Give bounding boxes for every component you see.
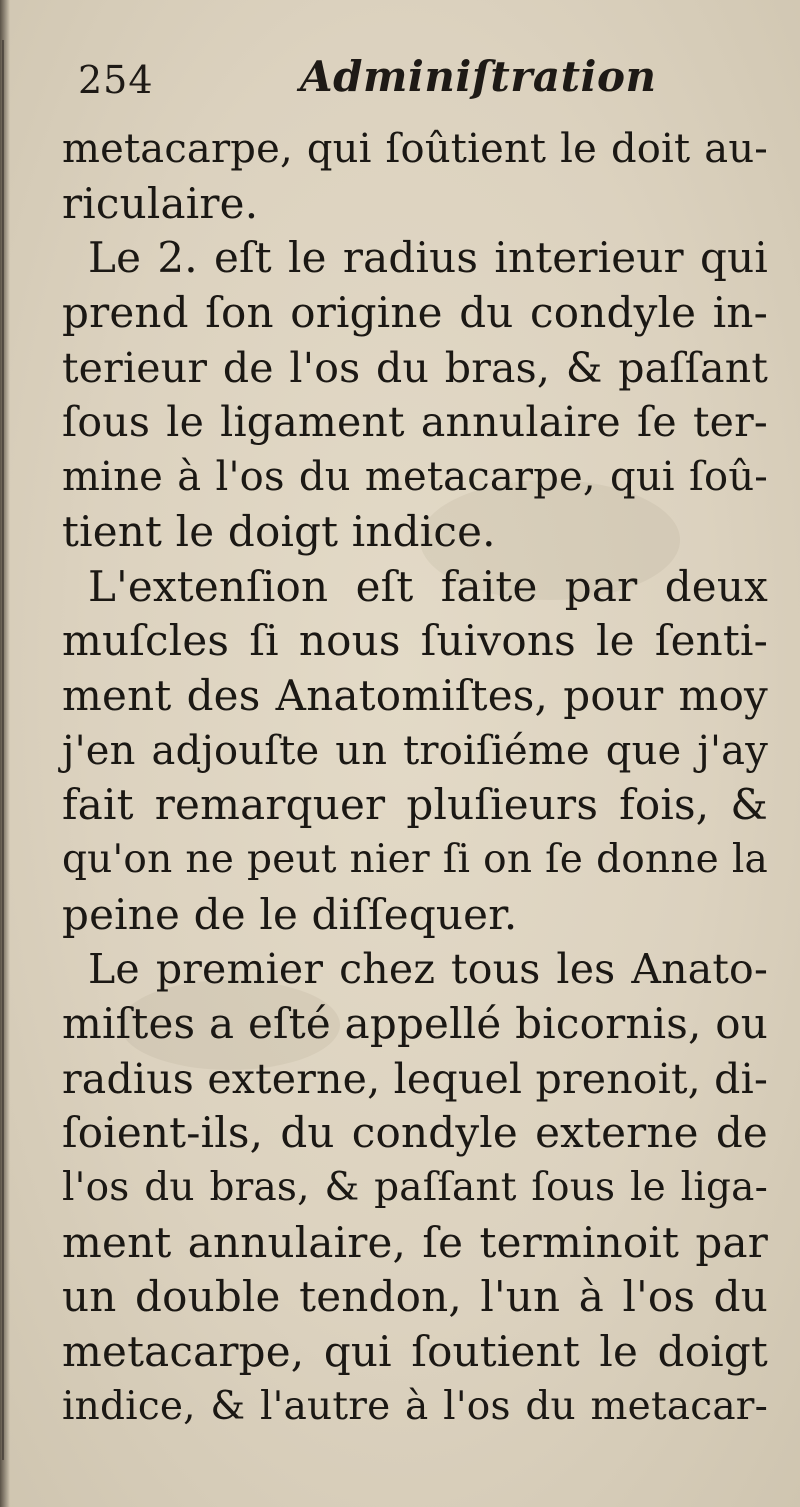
page-header <box>78 52 738 122</box>
text-line: radius externe, lequel prenoit, di- <box>62 1054 768 1103</box>
text-line: fait remarquer pluſieurs fois, & <box>62 780 768 830</box>
text-line: ſous le ligament annulaire ſe ter- <box>62 398 768 447</box>
text-line: ment annulaire, ſe terminoit par <box>62 1217 768 1267</box>
text-line: indice, & l'autre à l'os du metacar- <box>62 1383 768 1429</box>
text-line: L'extenſion eſt faite par deux <box>88 561 768 611</box>
text-line: riculaire. <box>62 178 259 228</box>
body-text <box>62 122 768 1435</box>
text-line: j'en adjouſte un troiſiéme que j'ay <box>62 727 768 774</box>
text-line: mine à l'os du metacarpe, qui ſoû- <box>62 454 768 501</box>
text-line: Le 2. eſt le radius interieur qui <box>88 233 768 283</box>
text-line: peine de le diſſequer. <box>62 889 518 939</box>
running-title: Adminiſtration <box>300 52 657 101</box>
text-line: qu'on ne peut nier ſi on ſe donne la <box>62 836 768 882</box>
text-line: un double tendon, l'un à l'os du <box>62 1272 768 1322</box>
text-line: ment des Anatomiſtes, pour moy <box>62 670 768 720</box>
text-line: Le premier chez tous les Anato- <box>88 945 768 994</box>
page-number: 254 <box>78 58 154 102</box>
text-line: metacarpe, qui ſoûtient le doit au- <box>62 126 768 172</box>
text-line: terieur de l'os du bras, & paſſant <box>62 343 768 392</box>
text-line: tient le doigt indice. <box>62 506 496 556</box>
text-line: l'os du bras, & paſſant ſous le liga- <box>62 1165 768 1211</box>
text-line: prend ſon origine du condyle in- <box>62 288 768 338</box>
text-line: miſtes a eſté appellé bicornis, ou <box>62 999 768 1048</box>
text-line: muſcles ſi nous ſuivons le ſenti- <box>62 616 768 666</box>
text-line: ſoient-ils, du condyle externe de <box>62 1108 768 1158</box>
page-binding-line <box>2 40 4 1460</box>
text-line: metacarpe, qui ſoutient le doigt <box>62 1327 768 1377</box>
